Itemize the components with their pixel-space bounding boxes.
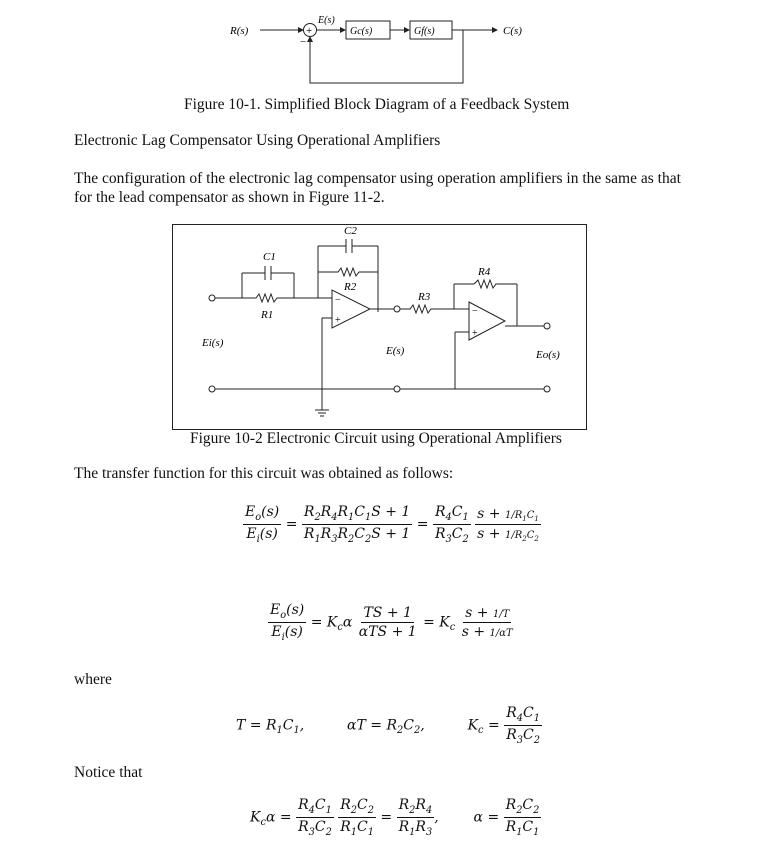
intro-paragraph: The configuration of the electronic lag compensator using operation amplifiers in the same as that for the lead compensator as shown in Figure 11-2.: [74, 170, 681, 206]
opamp2-minus: −: [472, 306, 478, 317]
opamp1-minus: −: [335, 295, 341, 306]
figure2-caption: Figure 10-2 Electronic Circuit using Operational Amplifiers: [190, 430, 562, 447]
output-label: C(s): [503, 25, 522, 37]
figure1-caption: Figure 10-1. Simplified Block Diagram of a Feedback System: [184, 96, 570, 113]
label-r3: R3: [418, 291, 431, 303]
sum-minus-sign: −: [300, 36, 307, 48]
equation-4: $K_c\alpha$ = $\frac{R_4C_1}{R_3C_2}$ $\frac{R_2C_2}{R_1C_1}$ = $\frac{R_2R_4}{R_1R_3}$ , α = $\frac{R_2C_2}{R_1C_1}$: [250, 797, 540, 838]
equation-3: $T = R_1C_1$, $\alpha T = R_2C_2$, $K_c$ = $\frac{R_4C_1}{R_3C_2}$: [236, 705, 540, 746]
block-diagram: [0, 0, 771, 95]
label-r4: R4: [478, 266, 491, 278]
controller-label: Gc(s): [350, 26, 373, 37]
label-r2: R2: [344, 281, 357, 293]
error-label: E(s): [318, 15, 335, 26]
label-e: E(s): [386, 345, 405, 357]
label-c1: C1: [263, 251, 276, 263]
label-eo: Eo(s): [536, 349, 560, 361]
opamp1-plus: +: [335, 315, 341, 326]
label-c2: C2: [344, 225, 357, 237]
circuit-frame: [173, 225, 587, 430]
where-text: where: [74, 671, 112, 688]
equation-2: $\frac{E_o(s)}{E_i(s)}$ = $K_c\alpha$ $\frac{TS + 1}{\text{αTS + 1}}$ = $K_c$ $\frac{s + 1/T}{s + 1/\alpha T}$: [270, 602, 513, 643]
sum-plus-sign: +: [306, 25, 313, 37]
feedback-path: [310, 30, 463, 83]
input-label: R(s): [230, 25, 249, 37]
label-r1: R1: [261, 309, 274, 321]
circuit-diagram: [172, 224, 587, 430]
equation-1: $\frac{E_o(s)}{E_i(s)}$ = $\frac{R_2R_4R_1C_1S + 1}{R_1R_3R_2C_2S + 1}$ = $\frac{R_4C_1}{R_3C_2}$ $\frac{s + 1/R_1C_1}{s + 1/R_2C_2}$: [245, 504, 539, 545]
notice-text: Notice that: [74, 764, 143, 781]
plant-label: Gf(s): [414, 26, 435, 37]
transfer-text: The transfer function for this circuit was obtained as follows:: [74, 465, 454, 482]
section-heading: Electronic Lag Compensator Using Operational Amplifiers: [74, 132, 441, 149]
opamp2-plus: +: [472, 328, 478, 339]
label-ei: Ei(s): [202, 337, 224, 349]
